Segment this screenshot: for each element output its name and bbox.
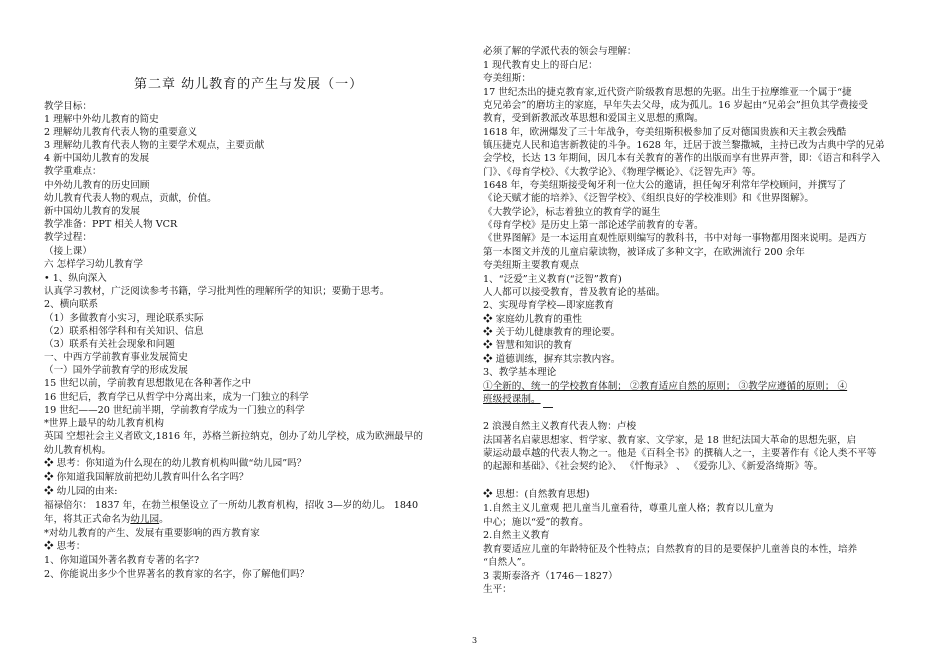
text-line: 1.自然主义儿童观 把儿童当儿童看待，尊重儿童人格；教育以儿童为: [483, 503, 774, 514]
section-heading: 六 怎样学习幼儿教育学: [44, 259, 143, 270]
text-line: 1 理解中外幼儿教育的简史: [44, 114, 159, 125]
text-line: *对幼儿教育的产生、发展有重要影响的西方教育家: [44, 528, 260, 539]
text-line: 蒙运动最卓越的代表人物之一。他是《百科全书》的撰稿人之一，主要著作有《论人类不平等: [483, 448, 877, 459]
text-line: ❖ 幼儿园的由来:: [44, 486, 118, 497]
text-line: 会学校，长达 13 年期间，因几本有关教育的著作的出版而享有世界声誉，即：《语言和科学入: [483, 153, 881, 164]
text-line: 班级授课制。: [483, 394, 541, 405]
text-line: 的起源和基础》、《社会契约论》、 《忏悔录》 、 《爱弥儿》、《新爱洛绮斯》等。: [483, 461, 824, 472]
text-line: 教学过程：: [44, 232, 92, 243]
chapter-title: 第二章 幼儿教育的产生与发展（一）: [134, 77, 364, 92]
text-line: 19 世纪——20 世纪前半期，学前教育学成为一门独立的科学: [44, 405, 305, 416]
text-line: 2、横向联系: [44, 299, 99, 310]
text-line: 2.自然主义教育: [483, 530, 550, 541]
text-line: （1）多做教育小实习，理论联系实际: [44, 313, 204, 324]
text-line: 必须了解的学派代表的领会与理解：: [483, 46, 637, 57]
text-line: 《论天赋才能的培养》、《泛智学校》、《组织良好的学校准则》和《世界图解》。: [483, 193, 814, 204]
text-line: （2）联系相邻学科和有关知识、信息: [44, 326, 204, 337]
list-item: ❖ 智慧和知识的教育: [483, 340, 573, 351]
text-line: （一）国外学前教育学的形成发展: [44, 365, 188, 376]
underline-rule: [543, 407, 553, 408]
text-line: 克兄弟会”的磨坊主的家庭，早年失去父母，成为孤儿。16 岁起由“兄弟会”担负其学费接受: [483, 100, 868, 111]
text-line: 中外幼儿教育的历史回顾: [44, 180, 150, 191]
text-line: ❖ 思想：(自然教育思想): [483, 489, 590, 500]
text-line: “自然人”。: [483, 557, 532, 568]
text-line: • 1、纵向深入: [44, 273, 107, 284]
text-line: 生平：: [483, 584, 512, 595]
text-line: 第一本图文并茂的儿童启蒙读物，被译成了多种文字，在欧洲流行 200 余年: [483, 247, 805, 258]
text-line: （3）联系有关社会现象和问题: [44, 339, 175, 350]
text-line: 3、教学基本理论: [483, 367, 557, 378]
list-item: ❖ 道德训练，摒弃其宗教内容。: [483, 354, 621, 365]
text-line: 幼儿教育机构。: [44, 445, 112, 456]
text-line: 4 新中国幼儿教育的发展: [44, 153, 150, 164]
page-number: 3: [472, 636, 478, 645]
text-line: 《大教学论》，标志着独立的教育学的诞生: [483, 207, 661, 218]
text-line: 认真学习教材，广泛阅读参考书籍，学习批判性的理解所学的知识；要勤于思考。: [44, 286, 390, 297]
list-item: ❖ 关于幼儿健康教育的理论要。: [483, 327, 621, 338]
text-line: 1 现代教育史上的哥白尼：: [483, 60, 598, 71]
text-line: 17 世纪杰出的捷克教育家,近代资产阶级教育思想的先驱。出生于拉摩维亚一个属于“捷: [483, 87, 852, 98]
text-line: 英国 空想社会主义者欧文,1816 年，苏格兰新拉纳克，创办了幼儿学校，成为欧洲最早的: [44, 431, 423, 442]
text-line: 幼儿教育代表人物的观点，贡献，价值。: [44, 193, 217, 204]
text-line: ❖ 你知道我国解放前把幼儿教育叫什么名字吗？: [44, 472, 249, 483]
text-line: 16 世纪后，教育学已从哲学中分离出来，成为一门独立的科学: [44, 392, 309, 403]
underlined-term: 幼儿园: [130, 514, 160, 525]
text-line: 1、你知道国外著名教育专著的名字?: [44, 555, 200, 566]
text-line: 教学重难点：: [44, 166, 102, 177]
text-line: [44, 514, 169, 526]
text-line: 夸美纽斯主要教育观点: [483, 260, 579, 271]
text-segment: 。: [159, 514, 169, 525]
text-line: 教学目标：: [44, 101, 92, 112]
text-segment: 年，将其正式命名为: [44, 514, 131, 525]
text-line: 1618 年，欧洲爆发了三十年战争，夸美纽斯积极参加了反对德国贵族和天主教会残酷: [483, 127, 847, 138]
text-line: 2 理解幼儿教育代表人物的重要意义: [44, 127, 198, 138]
text-line: 15 世纪以前，学前教育思想散见在各种著作之中: [44, 378, 252, 389]
text-line: 3 理解幼儿教育代表人物的主要学术观点，主要贡献: [44, 140, 265, 151]
text-line: 镇压捷克人民和追害新教徒的斗争。1628 年，迁居于波兰黎撒城，主持已改为古典中学的兄弟: [483, 140, 885, 151]
text-line: 夸美纽斯：: [483, 73, 531, 84]
text-line: 2、你能说出多少个世界著名的教育家的名字，你了解他们吗？: [44, 569, 310, 580]
text-line: 1、“泛爱”主义教育(“泛智”教育): [483, 274, 622, 285]
text-line: 2 浪漫自然主义教育代表人物：卢梭: [483, 421, 637, 432]
text-line: 教学准备：PPT 相关人物 VCR: [44, 219, 178, 230]
text-line: 《世界图解》是一本运用直观性原则编写的教科书，书中对每一事物都用图来说明。是西方: [483, 233, 867, 244]
text-line: 2、实现母育学校—即家庭教育: [483, 300, 614, 311]
text-line: 《母育学校》是历史上第一部论述学前教育的专著。: [483, 220, 704, 231]
text-line: ❖ 思考：你知道为什么现在的幼儿教育机构叫做“幼儿园”吗？: [44, 458, 307, 469]
text-line: 福禄倍尔： 1837 年，在勃兰根堡设立了一所幼儿教育机构，招收 3—岁的幼儿。 1840: [44, 500, 419, 511]
text-line: ①全新的、统一的学校教育体制； ②教育适应自然的原则； ③教学应遵循的原则； ④: [483, 381, 848, 392]
text-line: 中心；施以“爱”的教育。: [483, 517, 589, 528]
text-line: 1648 年，夸美纽斯接受匈牙利一位大公的邀请，担任匈牙利常年学校顾问，并撰写了: [483, 180, 847, 191]
text-line: 教育要适应儿童的年龄特征及个性特点；自然教育的目的是要保护儿童善良的本性，培养: [483, 544, 858, 555]
text-line: 门》、《母育学校》、《大教学论》、《物理学概论》、《泛智先声》等。: [483, 167, 762, 178]
text-line: （接上课）: [44, 246, 92, 257]
text-line: 新中国幼儿教育的发展: [44, 206, 140, 217]
text-line: 3 裴斯泰洛齐（1746－1827）: [483, 571, 618, 582]
text-line: 法国著名启蒙思想家、哲学家、教育家、文学家，是 18 世纪法国大革命的思想先驱，启: [483, 435, 857, 446]
text-line: 教育，受到新教派改革思想和爱国主义思想的熏陶。: [483, 113, 704, 124]
list-item: ❖ 家庭幼儿教育的重性: [483, 314, 582, 325]
text-line: ❖ 思考：: [44, 541, 86, 552]
section-heading: 一、中西方学前教育事业发展简史: [44, 352, 188, 363]
text-line: 人人都可以接受教育，普及教育论的基础。: [483, 287, 666, 298]
text-line: *世界上最早的幼儿教育机构: [44, 418, 164, 429]
